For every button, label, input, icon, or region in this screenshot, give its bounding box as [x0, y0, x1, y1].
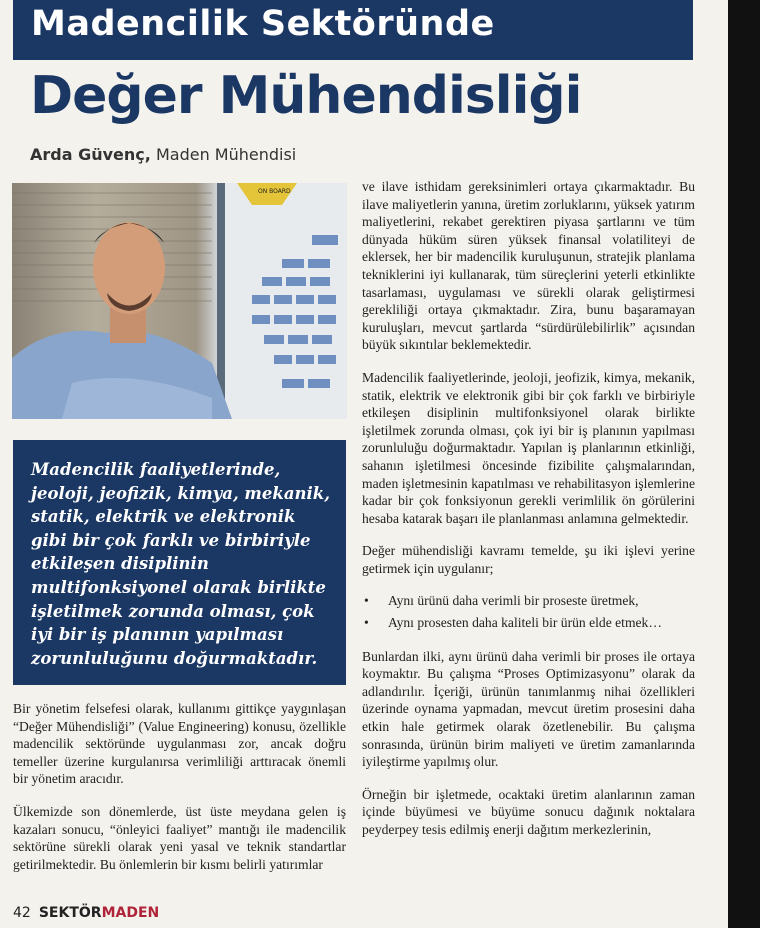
- paragraph: Madencilik faaliyetlerinde, jeoloji, jeofizik, kimya, mekanik, statik, elektrik ve elektronik gibi bir çok farklı ve birbiriyle etkileşen disiplinin multifonksiyonel olarak birlikte işletilmek zorunda olması, çok iyi bir iş planının yapılması zorunluluğu doğurmaktadır. Yapılan iş planlarının etkinliği, sahanın işletilmesi öncesinde fizibilite çalışmalarından, maden işletmesinin kapatılması ve rehabilitasyon işlemlerine kadar bir çok fonksiyonun gerekli verimlilik ön görülerini hesaba katarak başarı ile planlanması anlamına gelmektedir.: [362, 369, 695, 526]
- pull-quote-text: Madencilik faaliyetlerinde, jeoloji, jeofizik, kimya, mekanik, statik, elektrik ve elektronik gibi bir çok farklı ve birbiriyle etkileşen disiplinin multifonksiyonel olarak birlikte işletilmek zorunda olması, çok iyi bir iş planının yapılması zorunluluğunu doğurmaktadır.: [31, 460, 330, 668]
- brand-name-part1: SEKTÖR: [38, 905, 102, 921]
- paragraph: Bir yönetim felsefesi olarak, kullanımı gittikçe yaygınlaşan “Değer Mühendisliği” (Value Engineering) konusu, özellikle madencilik sektöründe uygulanması zor, ancak doğru temeller üzerine kurgulanırsa verimliliği arttıracak önemli bir yönetim aracıdır.: [13, 701, 346, 787]
- page-edge-strip: [728, 0, 760, 928]
- author-name: Arda Güvenç,: [30, 145, 151, 164]
- author-photo-illustration: [12, 183, 347, 419]
- article-title: Değer Mühendisliği: [30, 66, 582, 126]
- paragraph: ve ilave isthidam gereksinimleri ortaya çıkarmaktadır. Bu ilave maliyetlerin yanına, üretim zorluklarını, yüksek yatırım maliyetlerini, rekabet gerektiren piyasa şartlarını ve tüm dünyada hüküm süren yüksek finansal volatiliteyi de eklersek, her bir madencilik kuruluşunun, stratejik planlama tekniklerini iyi kullanarak, tüm süreçlerini yeterli etkinlikte tasarlaması, uygulaması ve sürekli olarak geliştirmesi gerekliliği ortaya çıkmaktadır. Zira, bunu başaramayan kuruluşları, mevcut şartlarda “sürdürülebilirlik” açısından büyük sıkıntılar beklemektedir.: [362, 179, 695, 353]
- page-footer: [13, 905, 159, 921]
- person-figure: [12, 222, 232, 419]
- author-role: Maden Mühendisi: [155, 145, 297, 164]
- right-column: [362, 178, 695, 854]
- byline: [30, 145, 296, 164]
- paragraph: Değer mühendisliği kavramı temelde, şu iki işlevi yerine getirmek için uygulanır;: [362, 543, 695, 576]
- sign-text: ON BOARD: [258, 188, 291, 195]
- page-number: 42: [13, 905, 31, 921]
- pull-quote: [13, 440, 346, 685]
- paragraph: Ülkemizde son dönemlerde, üst üste meydana gelen iş kazaları sonucu, “önleyici faaliyet” mantığı ile madencilik sektörüne sürekli olarak yeni yasal ve teknik standartlar getirilmektedir. Bu önlemlerin bir kısmı belirli yatırımlar: [13, 803, 346, 872]
- header-bar: [13, 0, 693, 60]
- bullet-item: • Aynı ürünü daha verimli bir proseste üretmek,: [362, 592, 695, 610]
- paragraph: Bunlardan ilki, aynı ürünü daha verimli bir proses ile ortaya koymaktır. Bu çalışma “Proses Optimizasyonu” olarak da adlandırılır. İçeriği, ürünün tanımlanmış nihai özellikleri üzerinde oynama yapmadan, mevcut üretim prosesini daha etkin hale getirmek olarak özetlenebilir. Bu çalışma sonrasında, ürünün birim maliyeti ve üretim zamanlarında iyileştirme yapılmış olur.: [362, 648, 695, 770]
- bullet-item: • Aynı prosesten daha kaliteli bir ürün elde etmek…: [362, 614, 695, 632]
- author-photo: [12, 183, 347, 419]
- header-kicker: Madencilik Sektöründe: [31, 4, 495, 44]
- bullet-list: [362, 592, 695, 631]
- left-column: [13, 700, 346, 888]
- brand-name-part2: MADEN: [101, 905, 160, 921]
- paragraph: Örneğin bir işletmede, ocaktaki üretim alanlarının zaman içinde büyümesi ve büyüme sonucu dağınık noktalara peyderpey tesis edilmiş enerji dağıtım merkezlerinin,: [362, 786, 695, 837]
